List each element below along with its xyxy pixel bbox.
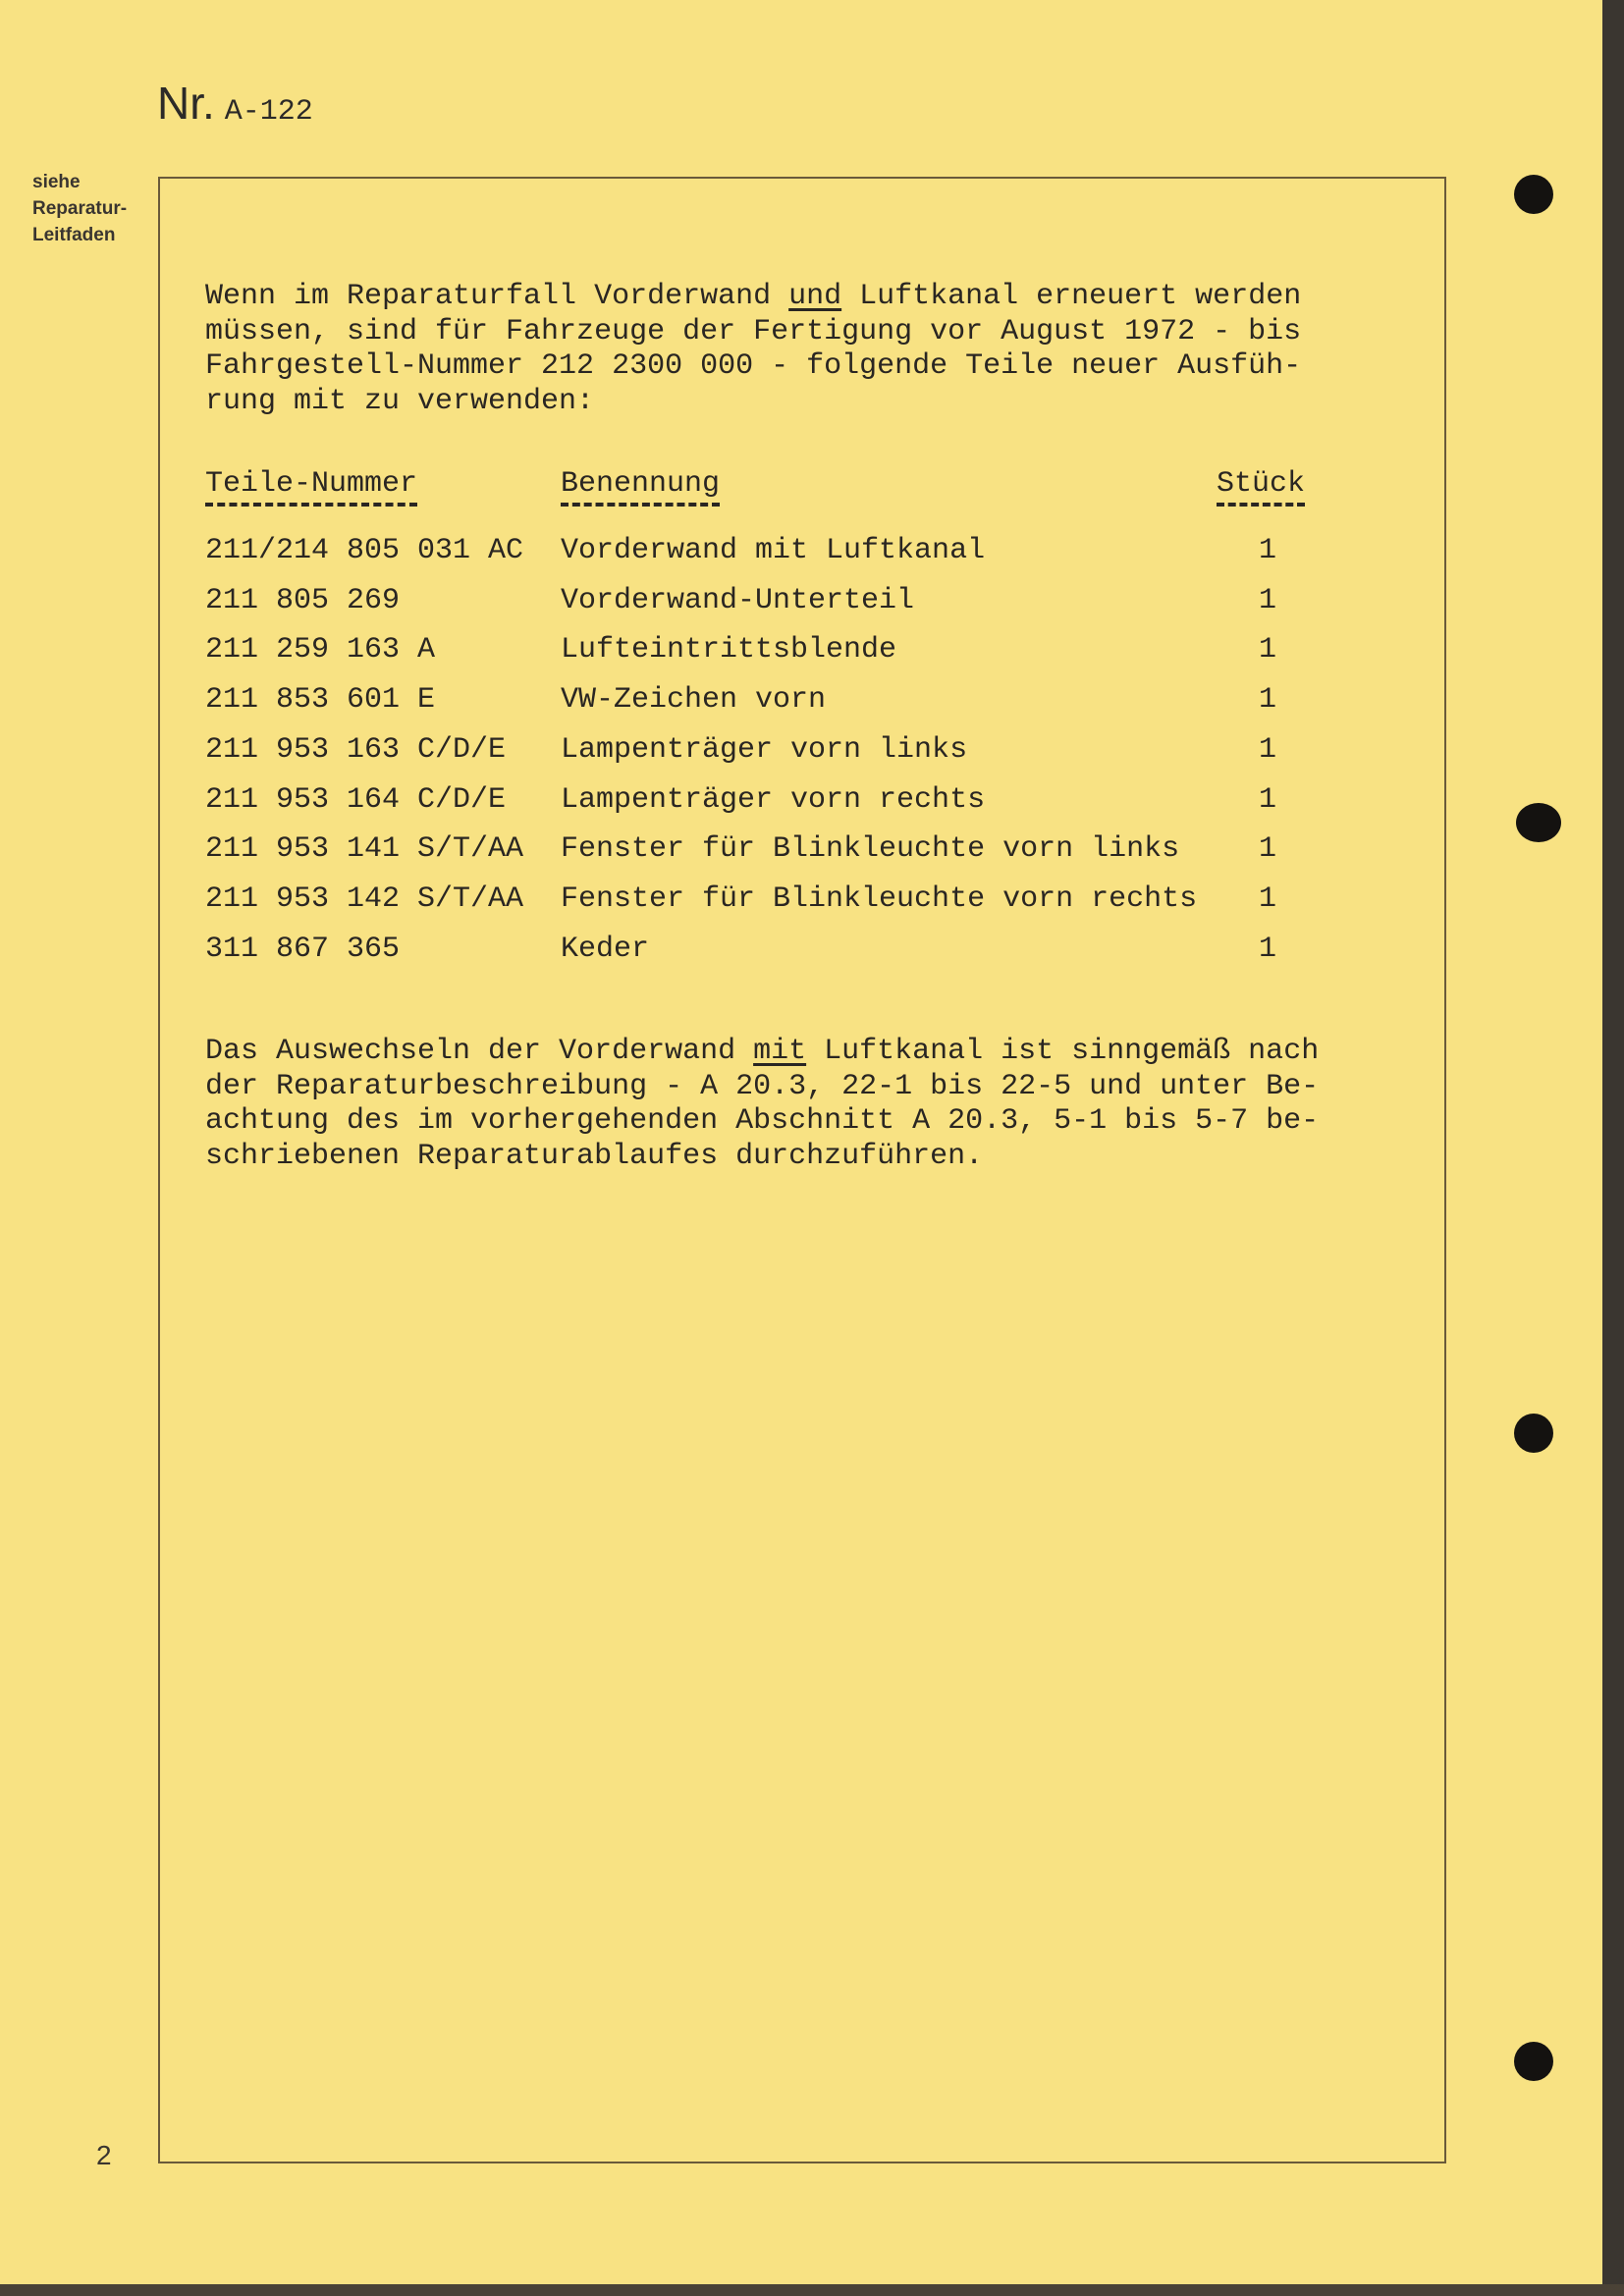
intro-paragraph (205, 280, 1301, 419)
side-note-line: Reparatur- (32, 198, 128, 219)
quantity-cell: 1 (1259, 683, 1277, 718)
punch-hole-icon (1514, 2042, 1553, 2081)
closing-line (205, 1035, 1319, 1070)
closing-line: schriebenen Reparaturablaufes durchzuführen. (205, 1139, 984, 1173)
name-cell: Fenster für Blinkleuchte vorn rechts (561, 881, 1198, 916)
quantity-cell: 1 (1259, 932, 1277, 966)
name-cell: Lampenträger vorn rechts (561, 782, 986, 817)
part-number-cell: 211 259 163 A (205, 633, 436, 667)
table-row (205, 783, 1334, 832)
intro-line (205, 280, 1301, 315)
part-number-cell: 211 953 163 C/D/E (205, 732, 507, 767)
table-row (205, 832, 1334, 881)
text: Das Auswechseln der Vorderwand (205, 1035, 754, 1068)
part-number-cell: 211 953 141 S/T/AA (205, 832, 524, 867)
quantity-cell: 1 (1259, 832, 1277, 867)
text: Wenn im Reparaturfall Vorderwand (205, 280, 789, 313)
nr-label: Nr. (157, 78, 215, 129)
part-number-cell: 211 853 601 E (205, 683, 436, 718)
punch-hole-icon (1514, 1414, 1553, 1453)
closing-line: der Reparaturbeschreibung - A 20.3, 22-1 bis 22-5 und unter Be- (205, 1069, 1320, 1103)
part-number-cell: 211 953 164 C/D/E (205, 782, 507, 817)
name-cell: Vorderwand-Unterteil (561, 583, 915, 617)
intro-line: rung mit zu verwenden: (205, 384, 595, 418)
underlined-text: mit (753, 1035, 807, 1068)
intro-line: müssen, sind für Fahrzeuge der Fertigung vor August 1972 - bis (205, 314, 1302, 348)
column-header-quantity: Stück (1217, 467, 1305, 507)
punch-hole-icon (1516, 803, 1561, 842)
table-row (205, 683, 1334, 732)
name-cell: Keder (561, 932, 650, 966)
table-row (205, 534, 1334, 583)
quantity-cell: 1 (1259, 534, 1277, 567)
table-row (205, 584, 1334, 633)
page-edge (1602, 0, 1624, 2296)
column-header-part-number: Teile-Nummer (205, 467, 417, 507)
text: Luftkanal erneuert werden (841, 280, 1302, 313)
side-note (32, 169, 127, 248)
closing-line: achtung des im vorhergehenden Abschnitt A 20.3, 5-1 bis 5-7 be- (205, 1104, 1320, 1138)
name-cell: VW-Zeichen vorn (561, 683, 827, 718)
quantity-cell: 1 (1259, 732, 1277, 767)
name-cell: Lampenträger vorn links (561, 732, 968, 767)
document-number (157, 77, 313, 130)
page-number: 2 (96, 2140, 112, 2170)
closing-paragraph (205, 1035, 1319, 1174)
table-row (205, 933, 1334, 982)
column-header-name: Benennung (561, 467, 720, 507)
intro-line: Fahrgestell-Nummer 212 2300 000 - folgende Teile neuer Ausfüh- (205, 349, 1302, 383)
name-cell: Vorderwand mit Luftkanal (561, 534, 986, 567)
side-note-line: Leitfaden (32, 225, 116, 245)
quantity-cell: 1 (1259, 782, 1277, 817)
part-number-cell: 211 805 269 (205, 583, 401, 617)
table-row (205, 633, 1334, 682)
quantity-cell: 1 (1259, 881, 1277, 916)
text: Luftkanal ist sinngemäß nach (806, 1035, 1320, 1068)
punch-hole-icon (1514, 175, 1553, 214)
part-number-cell: 311 867 365 (205, 932, 401, 966)
quantity-cell: 1 (1259, 633, 1277, 667)
part-number-cell: 211/214 805 031 AC (205, 534, 524, 567)
name-cell: Fenster für Blinkleuchte vorn links (561, 832, 1180, 867)
side-note-line: siehe (32, 172, 81, 192)
table-row (205, 882, 1334, 932)
nr-value: A-122 (224, 95, 313, 129)
part-number-cell: 211 953 142 S/T/AA (205, 881, 524, 916)
table-row (205, 733, 1334, 782)
quantity-cell: 1 (1259, 583, 1277, 617)
name-cell: Lufteintrittsblende (561, 633, 897, 667)
page-edge-bottom (0, 2284, 1624, 2296)
underlined-text: und (788, 280, 842, 313)
